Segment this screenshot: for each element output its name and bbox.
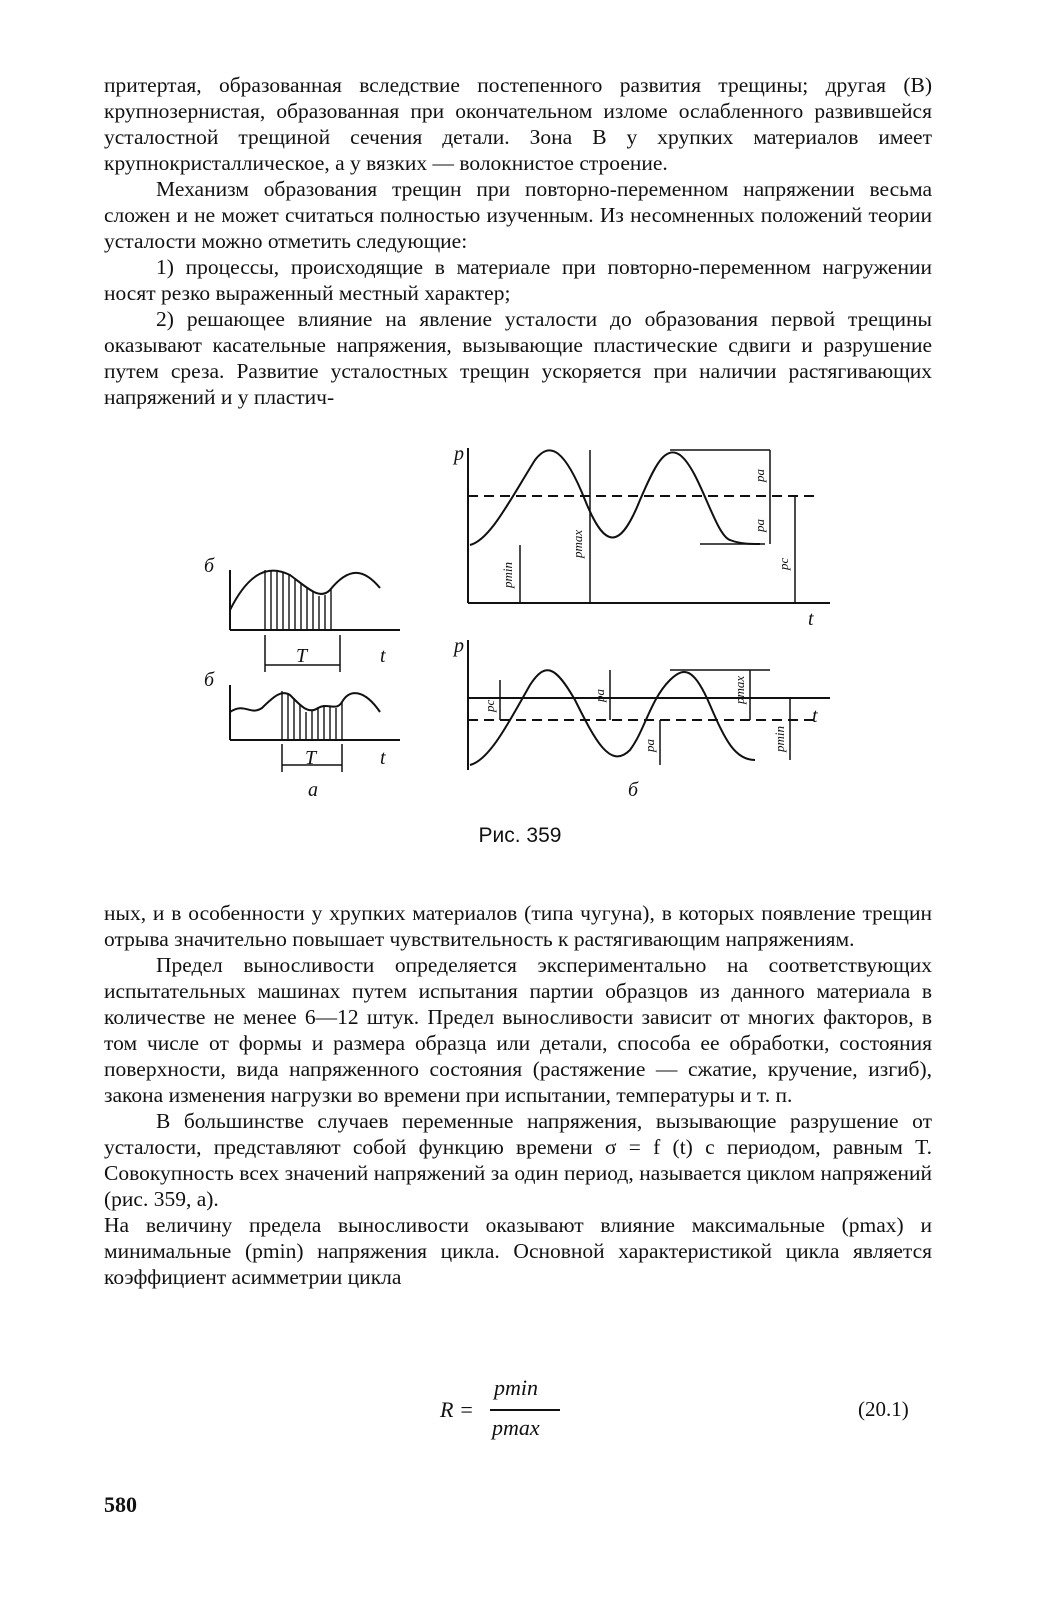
label-pa: pa: [752, 469, 767, 482]
label-pmax: pmax: [570, 529, 585, 558]
fraction-bar: [490, 1409, 560, 1411]
label-pa: pa: [592, 689, 607, 702]
paragraph: В большинстве случаев переменные напряжения, вызывающие разрушение от усталости, представляют собой функцию времени σ = f (t) с периодом, равным T. Совокупность всех значений напряжений за один период, называется циклом напряжений (рис. 359, а).: [104, 1109, 932, 1211]
signal-curve: [230, 693, 380, 712]
formula-denominator: pmax: [492, 1415, 540, 1440]
figure-drawing: [190, 440, 850, 820]
period-label: T: [296, 645, 308, 667]
label-pmin: pmin: [772, 726, 787, 752]
subfigure-label-a: а: [308, 779, 318, 801]
axis-label-t: t: [380, 747, 386, 769]
period-label: T: [305, 747, 317, 769]
paragraph: притертая, образованная вследствие постепенного развития трещины; другая (В) крупнозернистая, образованная при окончательном изломе ослабленного развившейся усталостной трещиной сечения детали. Зона В у хрупких материалов имеет крупнокристаллическое, а у вязких — волокнистое строение.: [104, 73, 932, 175]
paragraph: Предел выносливости определяется экспериментально на соответствующих испытательных машинах путем испытания партии образцов из данного материала в количестве не менее 6—12 штук. Предел выносливости зависит от многих факторов, в том числе от формы и размера образца или детали, способа ее обработки, состояния поверхности, вида напряженного состояния (растяжение — сжатие, кручение, изгиб), закона изменения нагрузки во времени при испытании, температуры и т. п.: [104, 953, 932, 1107]
hatching: [265, 570, 331, 630]
paragraph: 1) процессы, происходящие в материале при повторно-переменном нагружении носят резко выраженный местный характер;: [104, 255, 932, 305]
label-pc: pc: [776, 557, 791, 570]
axis-label-t: t: [808, 608, 814, 630]
cycle-curve: [470, 450, 760, 545]
axis-label-t: t: [380, 645, 386, 667]
axis-label-p: p: [454, 443, 464, 465]
text-bottom: [104, 900, 932, 1290]
text-top: [104, 72, 932, 410]
axis-label-t: t: [812, 705, 818, 727]
paragraph: Механизм образования трещин при повторно-переменном напряжении весьма сложен и не может считаться полностью изученным. Из несомненных положений теории усталости можно отметить следующие:: [104, 177, 932, 253]
axis-label-p: p: [454, 635, 464, 657]
paragraph: На величину предела выносливости оказывают влияние максимальные (pmax) и минимальные (pmin) напряжения цикла. Основной характеристикой цикла является коэффициент асимметрии цикла: [104, 1213, 932, 1289]
label-pa: pa: [642, 739, 657, 752]
formula-lhs: R =: [440, 1397, 474, 1422]
paragraph: ных, и в особенности у хрупких материалов (типа чугуна), в которых появление трещин отрыва значительно повышает чувствительность к растягивающим напряжениям.: [104, 901, 932, 951]
paragraph: 2) решающее влияние на явление усталости до образования первой трещины оказывают касательные напряжения, вызывающие пластические сдвиги и разрушение путем среза. Развитие усталостных трещин ускоряется при наличии растягивающих напряжений и у пластич-: [104, 307, 932, 409]
equation-number: (20.1): [858, 1397, 909, 1421]
cycle-curve: [470, 670, 755, 765]
label-pc: pc: [482, 699, 497, 712]
figure-359: [190, 440, 850, 860]
axis-label-sigma: б: [204, 555, 215, 577]
page-number: 580: [104, 1492, 137, 1517]
signal-curve: [230, 571, 380, 610]
label-pmax: pmax: [732, 675, 747, 704]
formula: [430, 1375, 610, 1445]
label-pmin: pmin: [500, 562, 515, 588]
subfigure-label-b: б: [628, 779, 639, 801]
hatching: [282, 691, 342, 740]
axis-label-sigma: б: [204, 669, 215, 691]
label-pa: pa: [752, 519, 767, 532]
figure-caption: Рис. 359: [478, 824, 562, 847]
formula-numerator: pmin: [494, 1375, 538, 1400]
